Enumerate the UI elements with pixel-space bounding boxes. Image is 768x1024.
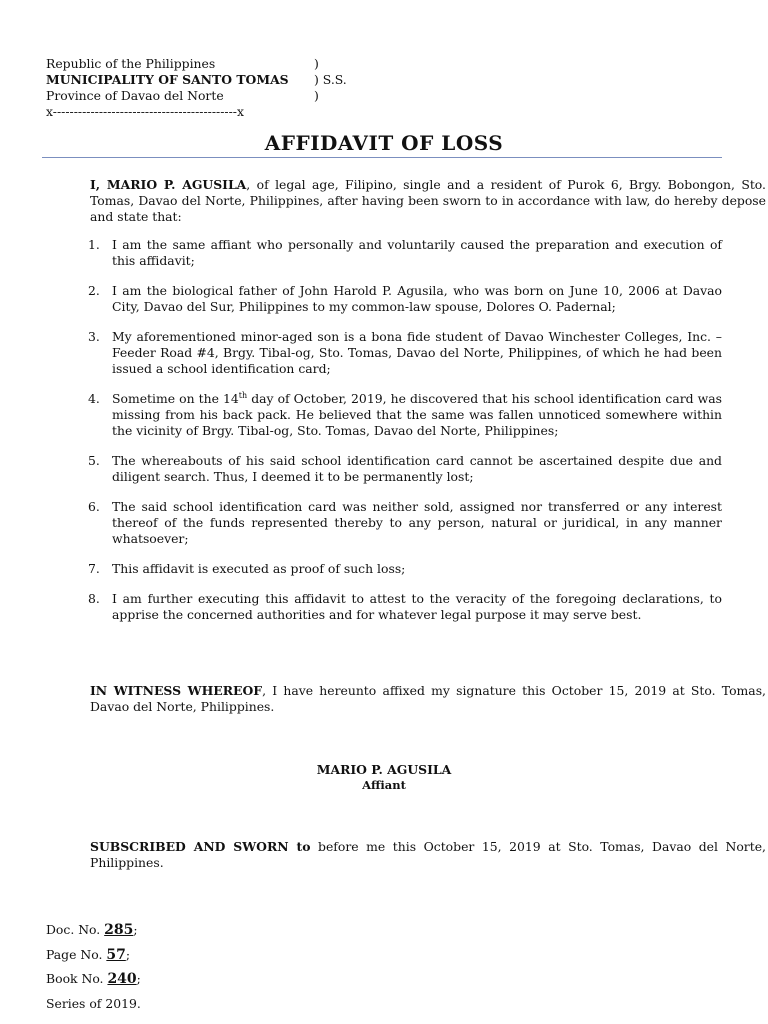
- list-item: 3. My aforementioned minor-aged son is a bona fide student of Davao Winchester Colleges, Inc. – Feeder Road #4, Brgy. Tibal-og, Sto. Tomas, Davao del Norte, Philippines, of which he had been issued a school identification card;: [88, 329, 722, 376]
- notarial-record: [46, 918, 141, 1015]
- venue-line-province: Province of Davao del Norte ): [46, 88, 319, 103]
- venue-block: [46, 56, 347, 120]
- book-number: 240: [107, 971, 137, 987]
- list-item: 6. The said school identification card was neither sold, assigned nor transferred or any interest thereof of the funds represented thereby to any person, natural or juridical, in any manner whatsoever;: [88, 499, 722, 546]
- jurat-heading: SUBSCRIBED AND SWORN to: [90, 839, 311, 854]
- witness-paragraph: [46, 683, 766, 715]
- signatory-role: Affiant: [362, 778, 406, 792]
- doc-number: 285: [104, 922, 134, 938]
- intro-lead: I,: [90, 177, 107, 192]
- jurat-text: before me this October 15, 2019 at Sto. Tomas, Davao del Norte, Philippines.: [90, 839, 766, 870]
- signatory-name: MARIO P. AGUSILA: [316, 762, 452, 777]
- list-item: 8. I am further executing this affidavit to attest to the veracity of the foregoing declarations, to apprise the concerned authorities and for whatever legal purpose it may serve best.: [88, 591, 722, 622]
- witness-text: , I have hereunto affixed my signature this October 15, 2019 at Sto. Tomas, Davao del Norte, Philippines.: [90, 683, 766, 714]
- title-rule: [42, 157, 722, 158]
- venue-line-municipality: MUNICIPALITY OF SANTO TOMAS ) S.S.: [46, 72, 347, 87]
- intro-paragraph: [46, 177, 766, 225]
- intro-text: , of legal age, Filipino, single and a resident of Purok 6, Brgy. Bobongon, Sto. Tomas, Davao del Norte, Philippines, after having been sworn to in accordance with law, do hereby depose and state that:: [90, 177, 766, 224]
- page-number-line: Page No. 57;: [46, 946, 131, 963]
- list-item: 4. Sometime on the 14th day of October, 2019, he discovered that his school identification card was missing from his back pack. He believed that the same was fallen unnoticed somewhere within the vicinity of Brgy. Tibal-og, Sto. Tomas, Davao del Norte, Philippines;: [88, 390, 722, 438]
- series-line: Series of 2019.: [46, 995, 141, 1011]
- venue-divider: x--------------------------------------------x: [46, 104, 244, 119]
- list-item: 5. The whereabouts of his said school identification card cannot be ascertained despite due and diligent search. Thus, I deemed it to be permanently lost;: [88, 453, 722, 484]
- venue-line-republic: Republic of the Philippines ): [46, 56, 319, 71]
- document-title: AFFIDAVIT OF LOSS: [264, 131, 504, 155]
- jurat-paragraph: [46, 839, 766, 871]
- statement-list: [88, 237, 722, 637]
- list-item: 7. This affidavit is executed as proof of such loss;: [88, 561, 406, 576]
- witness-heading: IN WITNESS WHEREOF: [90, 683, 263, 698]
- book-number-line: Book No. 240;: [46, 971, 141, 987]
- affiant-name-intro: MARIO P. AGUSILA: [106, 177, 247, 192]
- list-item: 2. I am the biological father of John Harold P. Agusila, who was born on June 10, 2006 at Davao City, Davao del Sur, Philippines to my common-law spouse, Dolores O. Padernal;: [88, 283, 722, 314]
- doc-number-line: Doc. No. 285;: [46, 922, 138, 938]
- page-number: 57: [106, 946, 126, 963]
- list-item: 1. I am the same affiant who personally and voluntarily caused the preparation and execution of this affidavit;: [88, 237, 722, 268]
